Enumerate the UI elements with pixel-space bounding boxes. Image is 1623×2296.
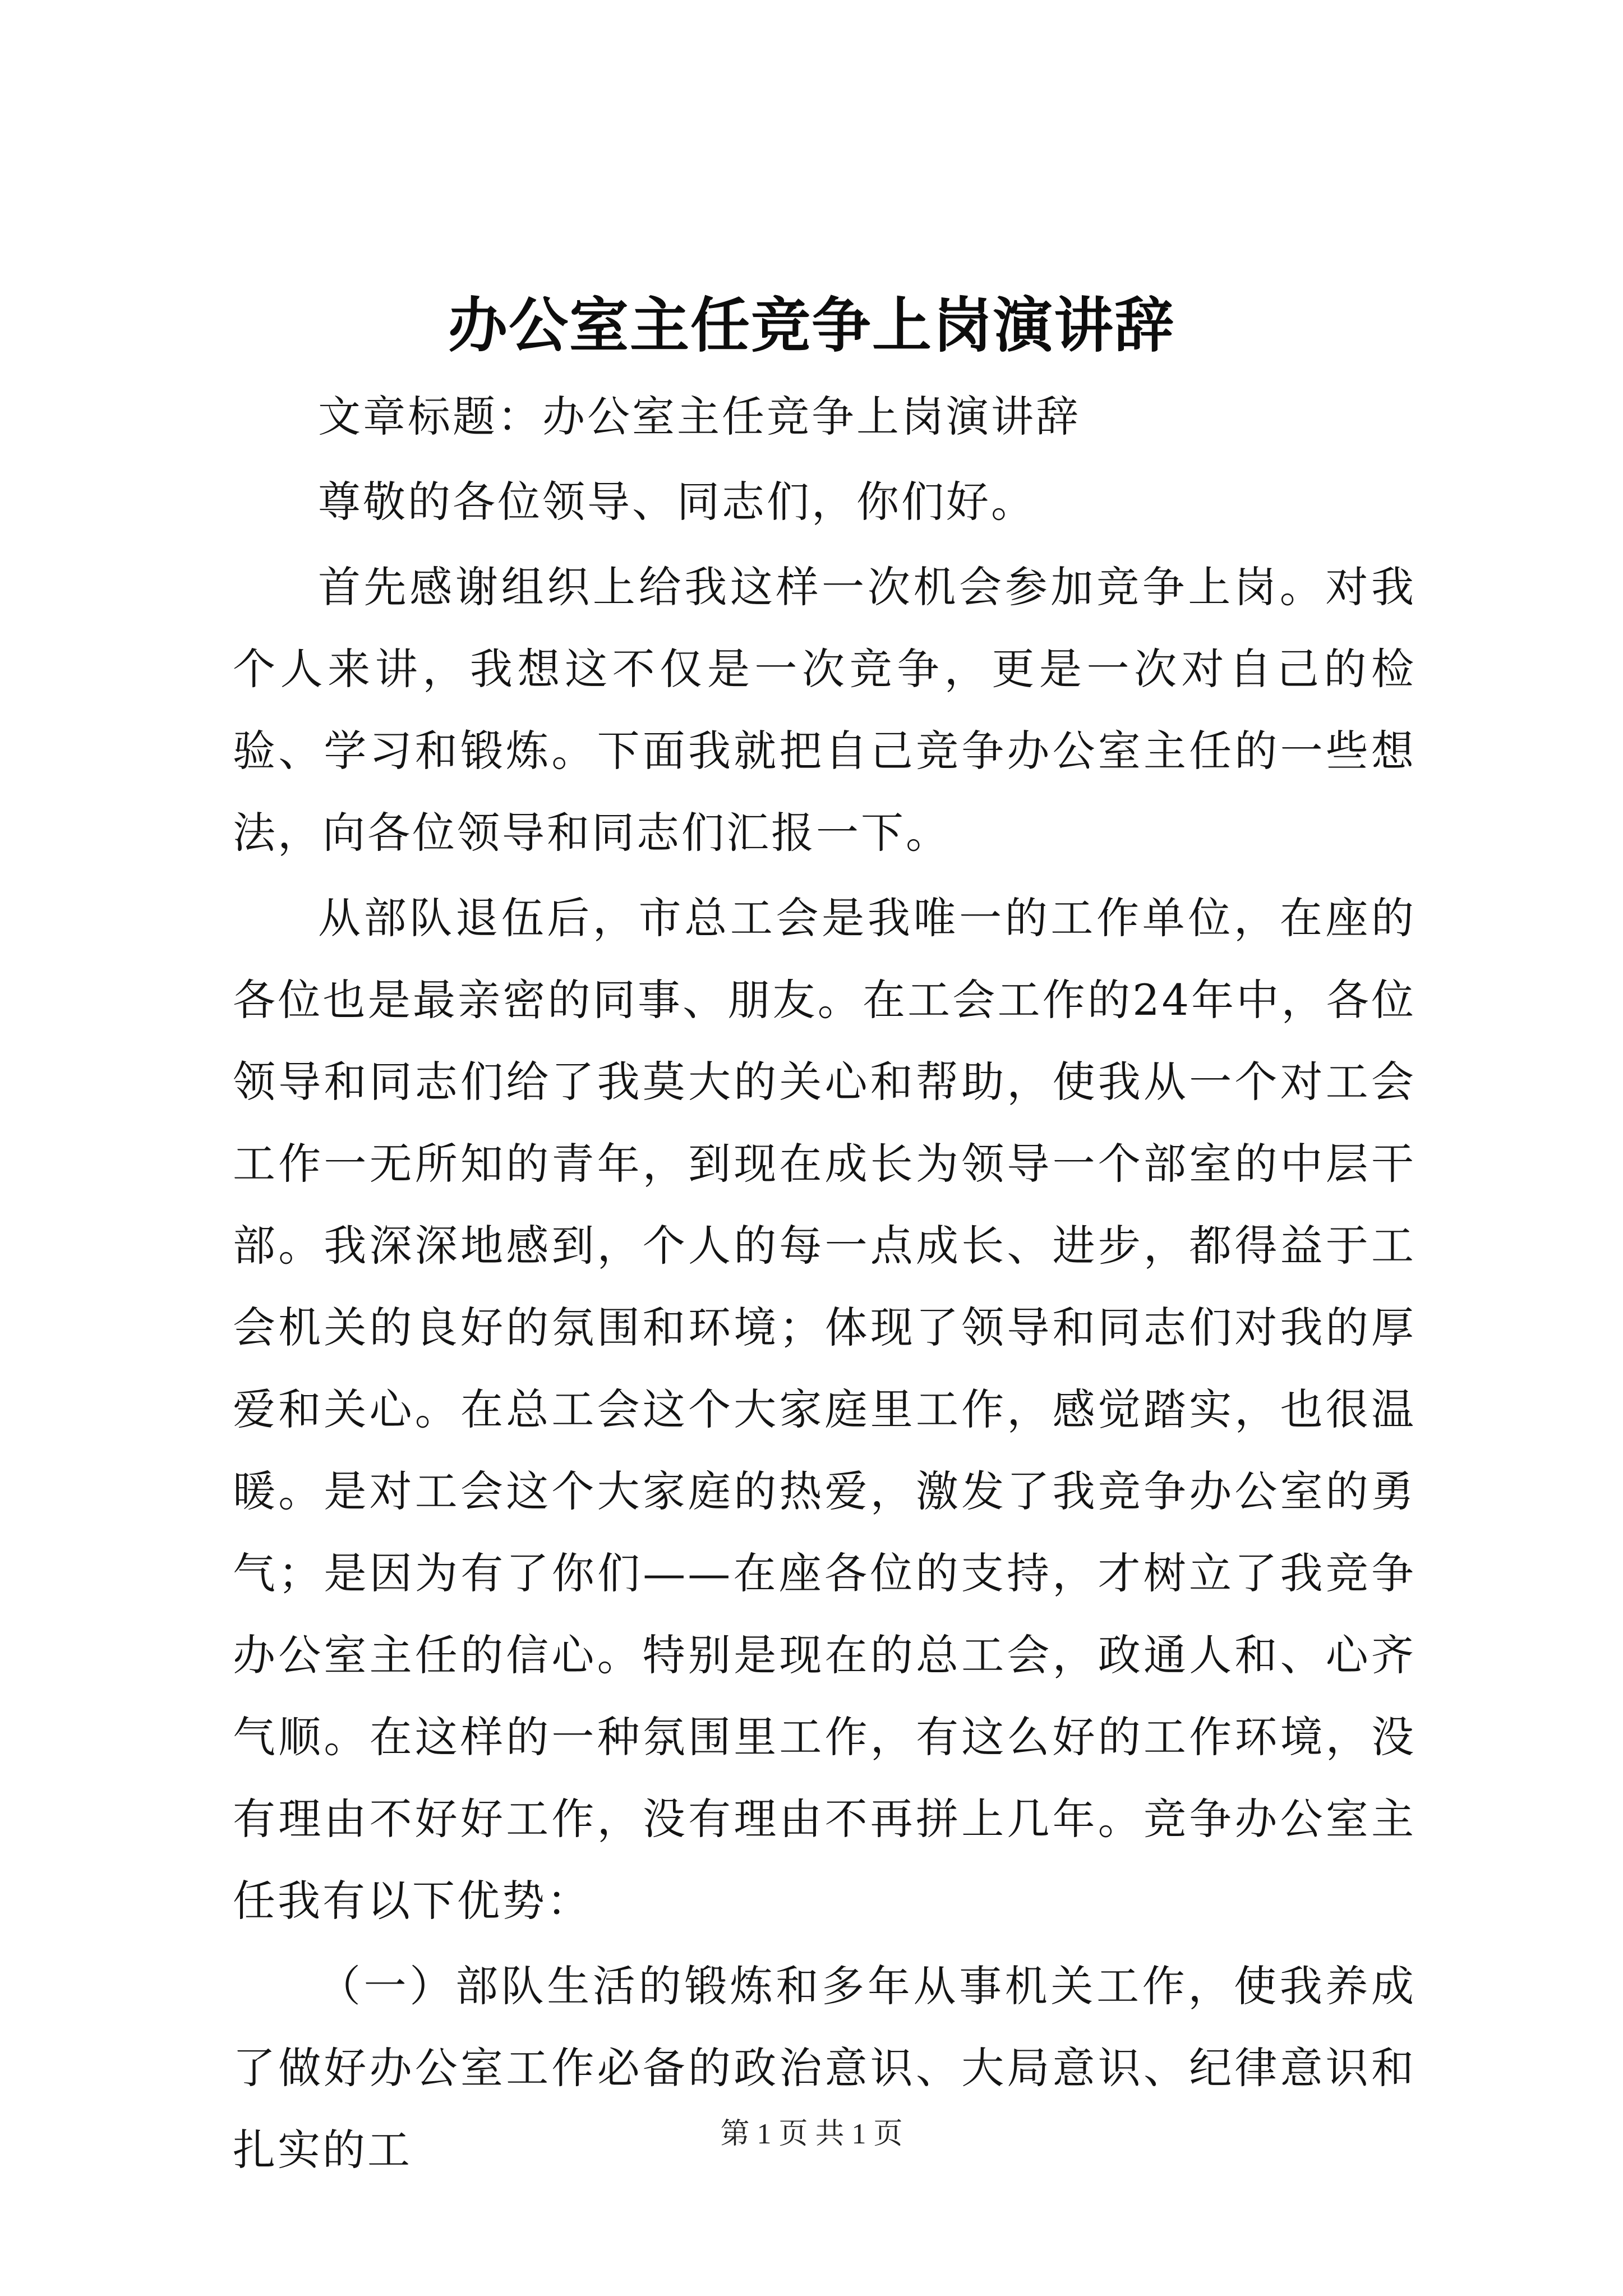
body-paragraph: 首先感谢组织上给我这样一次机会参加竞争上岗。对我个人来讲，我想这不仅是一次竞争，更是一次对自己的检验、学习和锻炼。下面我就把自己竞争办公室主任的一些想法，向各位领导和同志们汇报一下。 [233, 562, 1416, 858]
document-body [233, 376, 1416, 2194]
body-paragraph: 从部队退伍后，市总工会是我唯一的工作单位，在座的各位也是最亲密的同事、朋友。在工会工作的24年中，各位领导和同志们给了我莫大的关心和帮助，使我从一个对工会工作一无所知的青年，到现在成长为领导一个部室的中层干部。我深深地感到，个人的每一点成长、进步，都得益于工会机关的良好的氛围和环境；体现了领导和同志们对我的厚爱和关心。在总工会这个大家庭里工作，感觉踏实，也很温暖。是对工会这个大家庭的热爱，激发了我竞争办公室的勇气；是因为有了你们——在座各位的支持，才树立了我竞争办公室主任的信心。特别是现在的总工会，政通人和、心齐气顺。在这样的一种氛围里工作，有这么好的工作环境，没有理由不好好工作，没有理由不再拼上几年。竞争办公室主任我有以下优势： [233, 893, 1416, 1926]
greeting-paragraph: 尊敬的各位领导、同志们，你们好。 [318, 477, 1036, 527]
body-paragraph: （一）部队生活的锻炼和多年从事机关工作，使我养成了做好办公室工作必备的政治意识、大局意识、纪律意识和扎实的工 [233, 1961, 1416, 2175]
article-title-line: 文章标题：办公室主任竞争上岗演讲辞 [318, 392, 1081, 441]
page-number-footer: 第 1 页 共 1 页 [720, 2118, 903, 2150]
document-title: 办公室主任竞争上岗演讲辞 [448, 290, 1175, 360]
